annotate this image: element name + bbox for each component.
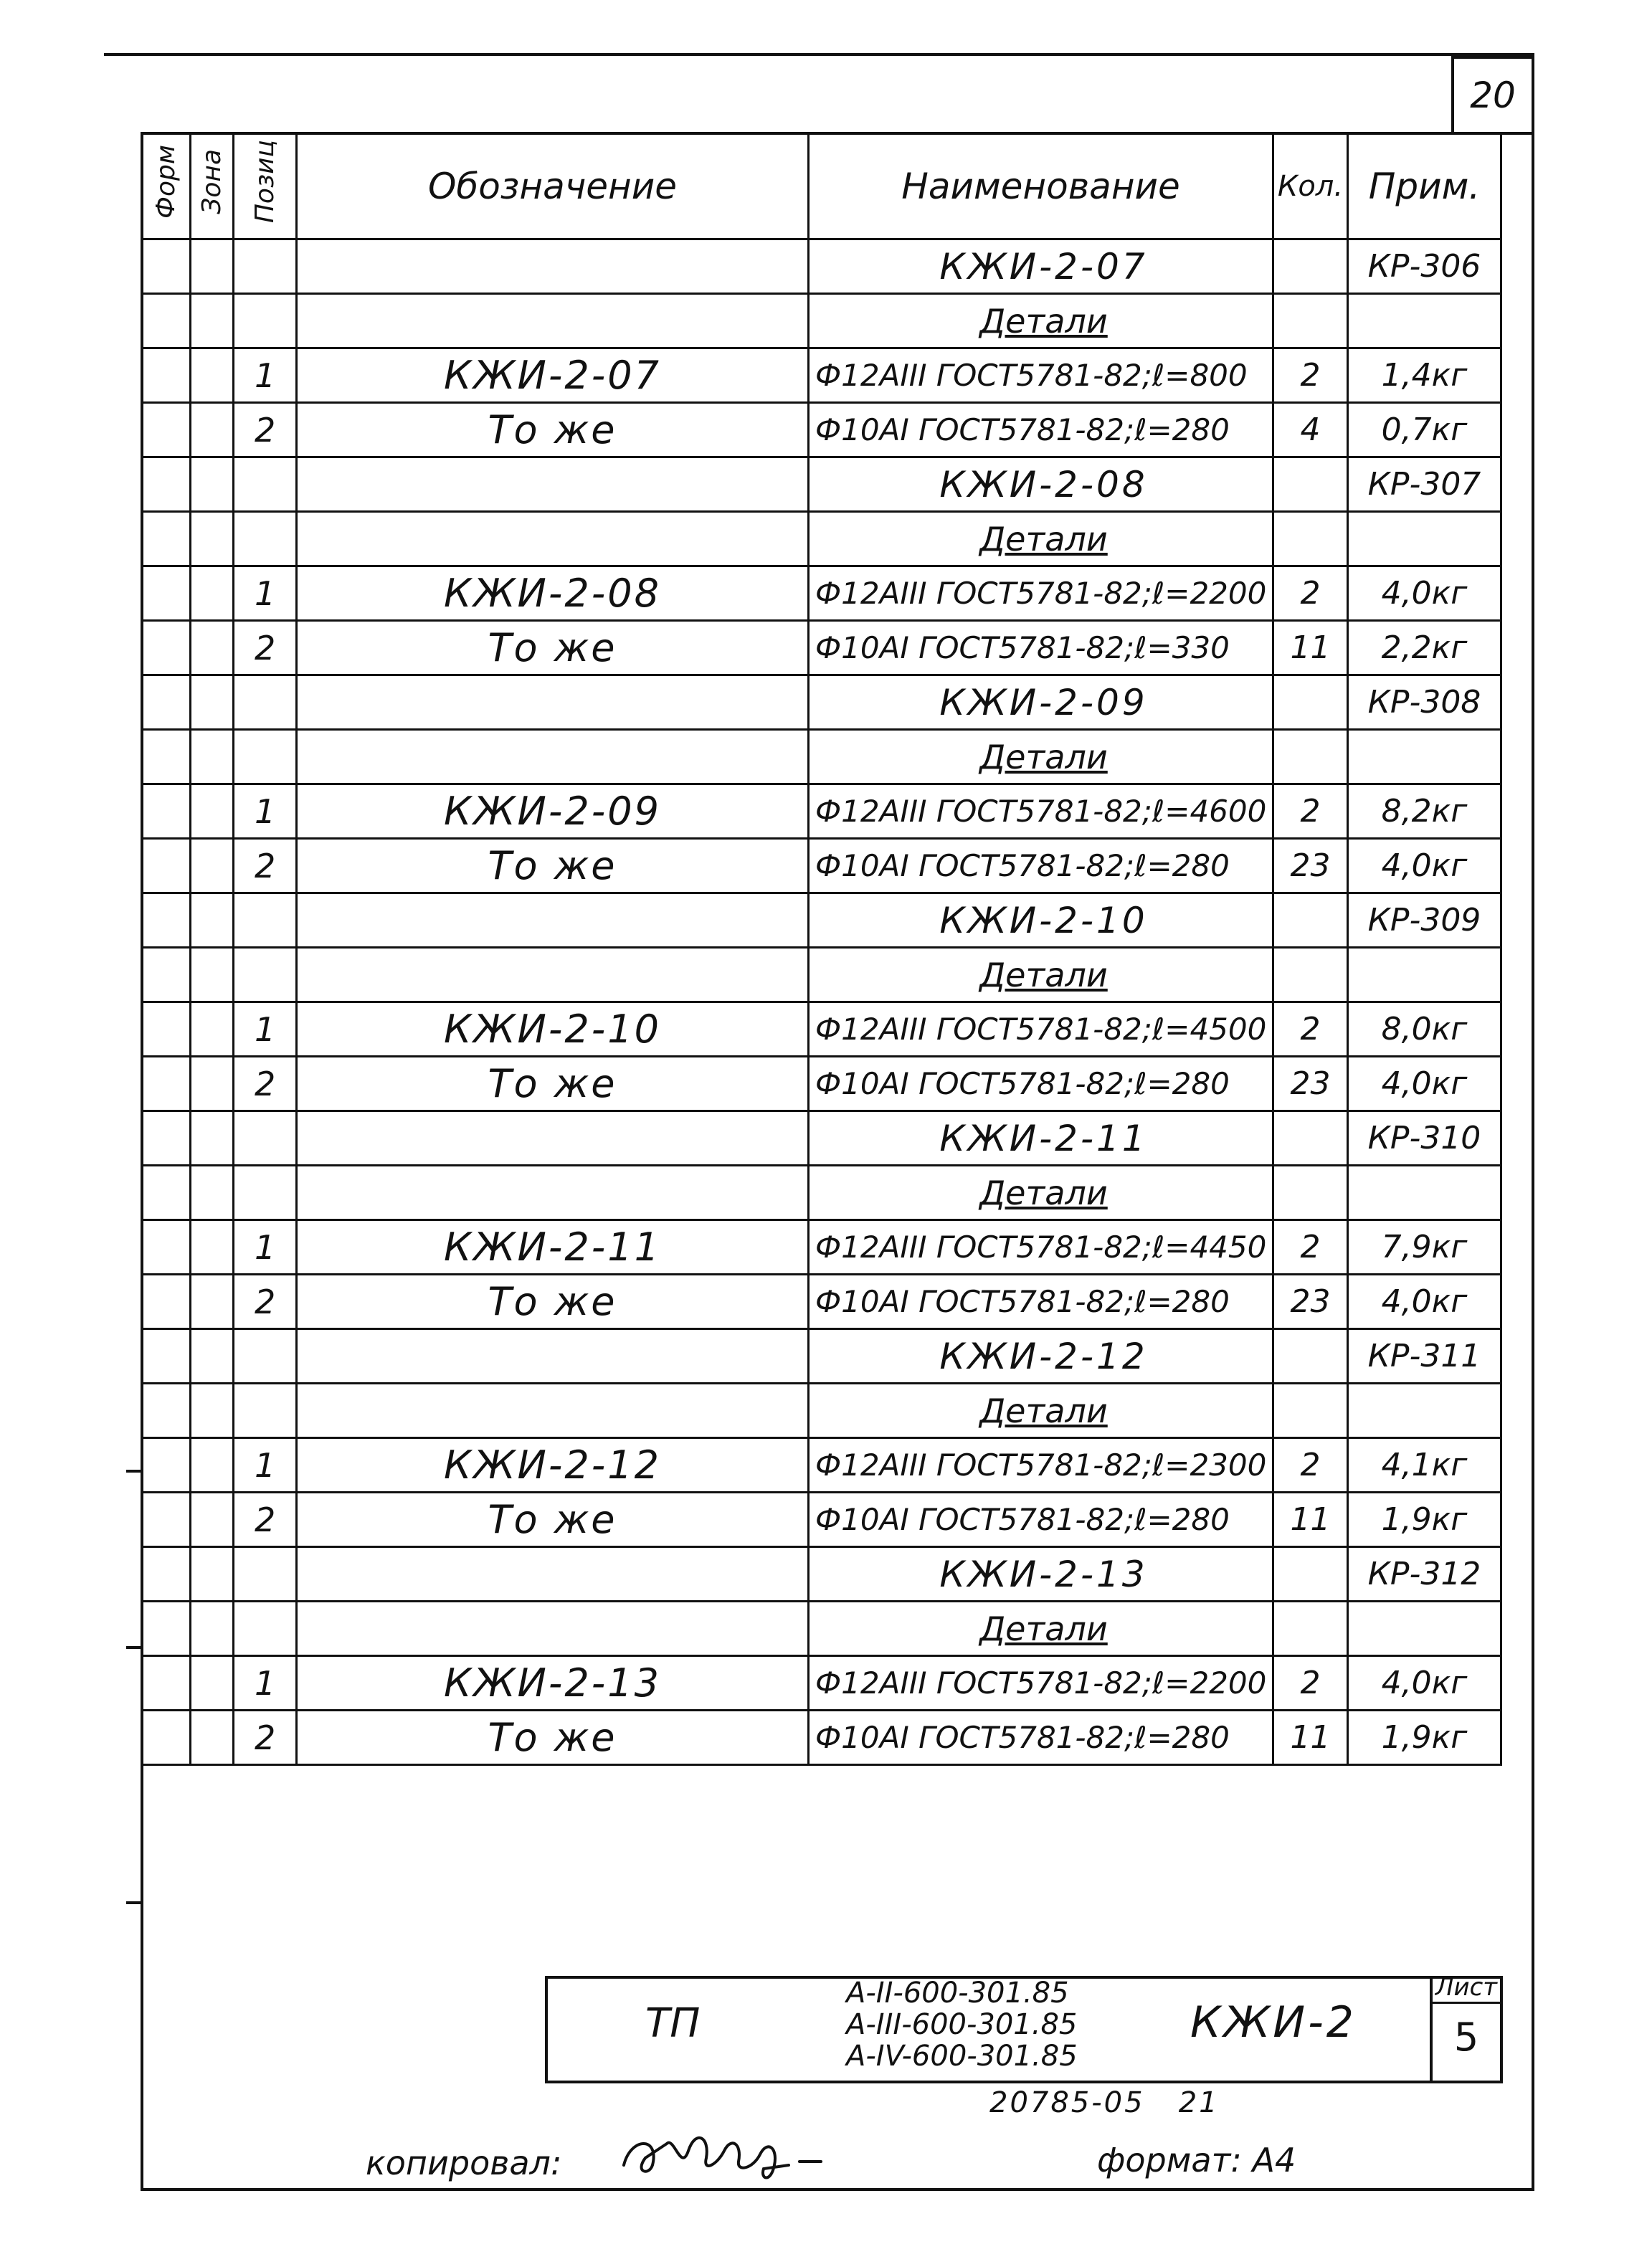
zone-cell	[191, 621, 234, 675]
zone-cell	[191, 1547, 234, 1602]
position-cell: 1	[234, 1002, 297, 1057]
table-row	[142, 1220, 1501, 1275]
header-qty: Кол.	[1273, 133, 1348, 239]
table-row	[142, 1111, 1501, 1166]
zone-cell	[191, 1329, 234, 1384]
position-cell: 1	[234, 566, 297, 621]
name-cell: КЖИ-2-11	[809, 1111, 1273, 1166]
designation-cell	[297, 1547, 809, 1602]
note-cell: 4,0кг	[1348, 1275, 1501, 1329]
name-cell: КЖИ-2-13	[809, 1547, 1273, 1602]
format-cell	[142, 1002, 191, 1057]
table-row	[142, 512, 1501, 566]
format-cell	[142, 1711, 191, 1765]
designation-cell	[297, 512, 809, 566]
format-cell	[142, 675, 191, 730]
header-position: Позиц	[234, 133, 297, 239]
zone-cell	[191, 948, 234, 1002]
table-header-row	[142, 133, 1501, 239]
name-cell: Ф12АIII ГОСТ5781-82;ℓ=2200	[809, 566, 1273, 621]
zone-cell	[191, 1275, 234, 1329]
position-cell	[234, 1384, 297, 1438]
table-row	[142, 784, 1501, 839]
qty-cell	[1273, 1166, 1348, 1220]
designation-cell: КЖИ-2-10	[297, 1002, 809, 1057]
zone-cell	[191, 1711, 234, 1765]
note-cell: 4,0кг	[1348, 839, 1501, 893]
format-cell	[142, 403, 191, 457]
zone-cell	[191, 1493, 234, 1547]
header-format: Форм	[142, 133, 191, 239]
copied-by-label: копировал:	[366, 2144, 562, 2182]
position-cell: 1	[234, 348, 297, 403]
name-cell: КЖИ-2-08	[809, 457, 1273, 512]
format-cell	[142, 566, 191, 621]
name-cell: Ф10АI ГОСТ5781-82;ℓ=280	[809, 1275, 1273, 1329]
name-cell: Ф12АIII ГОСТ5781-82;ℓ=800	[809, 348, 1273, 403]
position-cell	[234, 1547, 297, 1602]
qty-cell: 2	[1273, 1002, 1348, 1057]
designation-cell: То же	[297, 1493, 809, 1547]
qty-cell: 2	[1273, 1438, 1348, 1493]
format-cell	[142, 1111, 191, 1166]
position-cell	[234, 294, 297, 348]
qty-cell	[1273, 948, 1348, 1002]
designation-cell	[297, 948, 809, 1002]
note-cell	[1348, 1384, 1501, 1438]
designation-cell: То же	[297, 1711, 809, 1765]
designation-cell	[297, 457, 809, 512]
qty-cell: 23	[1273, 1057, 1348, 1111]
position-cell	[234, 1166, 297, 1220]
position-cell	[234, 457, 297, 512]
designation-cell	[297, 294, 809, 348]
title-block-codes	[846, 1977, 1078, 2072]
format-cell	[142, 784, 191, 839]
table-row	[142, 839, 1501, 893]
note-cell	[1348, 1166, 1501, 1220]
position-cell: 2	[234, 1057, 297, 1111]
note-cell: 7,9кг	[1348, 1220, 1501, 1275]
qty-cell	[1273, 893, 1348, 948]
project-code: А-II-600-301.85	[846, 1977, 1069, 2010]
zone-cell	[191, 403, 234, 457]
qty-cell: 23	[1273, 1275, 1348, 1329]
note-cell: КР-311	[1348, 1329, 1501, 1384]
table-row	[142, 730, 1501, 784]
position-cell	[234, 675, 297, 730]
designation-cell: То же	[297, 1057, 809, 1111]
table-row	[142, 239, 1501, 294]
zone-cell	[191, 294, 234, 348]
name-cell: Ф12АIII ГОСТ5781-82;ℓ=2300	[809, 1438, 1273, 1493]
note-cell: 1,9кг	[1348, 1493, 1501, 1547]
header-note: Прим.	[1348, 133, 1501, 239]
format-cell	[142, 730, 191, 784]
note-cell	[1348, 512, 1501, 566]
title-block-mark: КЖИ-2	[1190, 1997, 1357, 2048]
qty-cell: 2	[1273, 348, 1348, 403]
zone-cell	[191, 839, 234, 893]
top-border-line	[104, 53, 1534, 56]
sheet-label: Лист	[1431, 1973, 1501, 2004]
designation-cell	[297, 1329, 809, 1384]
position-cell: 2	[234, 403, 297, 457]
table-row	[142, 1602, 1501, 1656]
table-row	[142, 1275, 1501, 1329]
table-row	[142, 294, 1501, 348]
table-row	[142, 1711, 1501, 1765]
format-label: формат: А4	[1097, 2141, 1296, 2179]
position-cell: 2	[234, 839, 297, 893]
header-designation: Обозначение	[297, 133, 809, 239]
name-cell: Детали	[809, 1384, 1273, 1438]
qty-cell	[1273, 512, 1348, 566]
format-cell	[142, 621, 191, 675]
note-cell: КР-312	[1348, 1547, 1501, 1602]
name-cell: Детали	[809, 730, 1273, 784]
format-cell	[142, 1166, 191, 1220]
note-cell	[1348, 294, 1501, 348]
note-cell: КР-307	[1348, 457, 1501, 512]
name-cell: Ф12АIII ГОСТ5781-82;ℓ=2200	[809, 1656, 1273, 1711]
designation-cell	[297, 1111, 809, 1166]
qty-cell: 4	[1273, 403, 1348, 457]
format-cell	[142, 348, 191, 403]
note-cell: КР-306	[1348, 239, 1501, 294]
format-cell	[142, 1275, 191, 1329]
name-cell: Ф10АI ГОСТ5781-82;ℓ=280	[809, 1493, 1273, 1547]
sheet-page-number: 5	[1453, 2015, 1479, 2060]
designation-cell	[297, 893, 809, 948]
document-id: 20785-05 21	[989, 2086, 1220, 2119]
qty-cell	[1273, 457, 1348, 512]
qty-cell	[1273, 294, 1348, 348]
fold-mark	[126, 1646, 142, 1649]
format-cell	[142, 1547, 191, 1602]
table-row	[142, 457, 1501, 512]
fold-mark	[126, 1901, 142, 1904]
note-cell: 1,9кг	[1348, 1711, 1501, 1765]
note-cell	[1348, 1602, 1501, 1656]
fold-mark	[126, 1470, 142, 1473]
format-cell	[142, 294, 191, 348]
position-cell	[234, 1329, 297, 1384]
zone-cell	[191, 1438, 234, 1493]
position-cell: 1	[234, 1438, 297, 1493]
position-cell: 1	[234, 784, 297, 839]
name-cell: Детали	[809, 294, 1273, 348]
designation-cell: То же	[297, 403, 809, 457]
zone-cell	[191, 1057, 234, 1111]
zone-cell	[191, 784, 234, 839]
name-cell: Ф12АIII ГОСТ5781-82;ℓ=4600	[809, 784, 1273, 839]
project-code: А-IV-600-301.85	[846, 2040, 1078, 2073]
note-cell: 4,0кг	[1348, 1057, 1501, 1111]
designation-cell: То же	[297, 621, 809, 675]
table-row	[142, 893, 1501, 948]
position-cell: 2	[234, 1711, 297, 1765]
note-cell	[1348, 730, 1501, 784]
project-code: А-III-600-301.85	[846, 2008, 1078, 2041]
table-row	[142, 1493, 1501, 1547]
zone-cell	[191, 893, 234, 948]
position-cell	[234, 1111, 297, 1166]
designation-cell: КЖИ-2-12	[297, 1438, 809, 1493]
name-cell: Ф10АI ГОСТ5781-82;ℓ=280	[809, 403, 1273, 457]
format-cell	[142, 1329, 191, 1384]
designation-cell	[297, 675, 809, 730]
zone-cell	[191, 1384, 234, 1438]
zone-cell	[191, 1656, 234, 1711]
note-cell: 1,4кг	[1348, 348, 1501, 403]
note-cell: КР-309	[1348, 893, 1501, 948]
title-block-tp: ТП	[645, 2000, 701, 2047]
table-row	[142, 621, 1501, 675]
zone-cell	[191, 512, 234, 566]
position-cell	[234, 730, 297, 784]
format-cell	[142, 948, 191, 1002]
name-cell: Детали	[809, 1602, 1273, 1656]
name-cell: КЖИ-2-07	[809, 239, 1273, 294]
note-cell: КР-308	[1348, 675, 1501, 730]
name-cell: Ф12АIII ГОСТ5781-82;ℓ=4450	[809, 1220, 1273, 1275]
position-cell	[234, 948, 297, 1002]
format-cell	[142, 1220, 191, 1275]
table-row	[142, 1002, 1501, 1057]
note-cell: 0,7кг	[1348, 403, 1501, 457]
qty-cell: 2	[1273, 1656, 1348, 1711]
format-cell	[142, 1057, 191, 1111]
zone-cell	[191, 566, 234, 621]
position-cell	[234, 893, 297, 948]
qty-cell	[1273, 239, 1348, 294]
format-cell	[142, 1438, 191, 1493]
qty-cell: 2	[1273, 1220, 1348, 1275]
zone-cell	[191, 730, 234, 784]
name-cell: Ф12АIII ГОСТ5781-82;ℓ=4500	[809, 1002, 1273, 1057]
note-cell	[1348, 948, 1501, 1002]
format-cell	[142, 1493, 191, 1547]
format-cell	[142, 1602, 191, 1656]
table-row	[142, 403, 1501, 457]
name-cell: Ф10АI ГОСТ5781-82;ℓ=280	[809, 1057, 1273, 1111]
qty-cell: 2	[1273, 784, 1348, 839]
position-cell: 1	[234, 1656, 297, 1711]
designation-cell: КЖИ-2-13	[297, 1656, 809, 1711]
designation-cell: То же	[297, 839, 809, 893]
zone-cell	[191, 1602, 234, 1656]
signature-image	[617, 2122, 846, 2187]
format-cell	[142, 893, 191, 948]
designation-cell	[297, 1602, 809, 1656]
note-cell: 8,0кг	[1348, 1002, 1501, 1057]
table-row	[142, 348, 1501, 403]
name-cell: КЖИ-2-10	[809, 893, 1273, 948]
qty-cell: 11	[1273, 1493, 1348, 1547]
table-row	[142, 1656, 1501, 1711]
table-row	[142, 948, 1501, 1002]
qty-cell	[1273, 1329, 1348, 1384]
note-cell: 4,1кг	[1348, 1438, 1501, 1493]
table-row	[142, 1057, 1501, 1111]
zone-cell	[191, 1111, 234, 1166]
designation-cell: КЖИ-2-09	[297, 784, 809, 839]
note-cell: 2,2кг	[1348, 621, 1501, 675]
qty-cell	[1273, 1602, 1348, 1656]
position-cell: 2	[234, 1275, 297, 1329]
name-cell: КЖИ-2-12	[809, 1329, 1273, 1384]
designation-cell	[297, 239, 809, 294]
qty-cell	[1273, 675, 1348, 730]
zone-cell	[191, 1166, 234, 1220]
qty-cell	[1273, 730, 1348, 784]
designation-cell	[297, 730, 809, 784]
qty-cell	[1273, 1384, 1348, 1438]
position-cell	[234, 1602, 297, 1656]
qty-cell	[1273, 1547, 1348, 1602]
zone-cell	[191, 1220, 234, 1275]
position-cell: 2	[234, 1493, 297, 1547]
position-cell: 2	[234, 621, 297, 675]
format-cell	[142, 457, 191, 512]
table-row	[142, 1384, 1501, 1438]
name-cell: Детали	[809, 1166, 1273, 1220]
format-cell	[142, 839, 191, 893]
position-cell	[234, 512, 297, 566]
header-name: Наименование	[809, 133, 1273, 239]
table-row	[142, 566, 1501, 621]
designation-cell: То же	[297, 1275, 809, 1329]
zone-cell	[191, 675, 234, 730]
qty-cell	[1273, 1111, 1348, 1166]
zone-cell	[191, 348, 234, 403]
name-cell: КЖИ-2-09	[809, 675, 1273, 730]
zone-cell	[191, 239, 234, 294]
name-cell: Ф10АI ГОСТ5781-82;ℓ=330	[809, 621, 1273, 675]
qty-cell: 11	[1273, 621, 1348, 675]
table-row	[142, 1547, 1501, 1602]
name-cell: Ф10АI ГОСТ5781-82;ℓ=280	[809, 839, 1273, 893]
note-cell: КР-310	[1348, 1111, 1501, 1166]
format-cell	[142, 239, 191, 294]
designation-cell	[297, 1166, 809, 1220]
qty-cell: 2	[1273, 566, 1348, 621]
specification-table	[141, 132, 1502, 1766]
table-row	[142, 1438, 1501, 1493]
qty-cell: 11	[1273, 1711, 1348, 1765]
table-row	[142, 1329, 1501, 1384]
designation-cell	[297, 1384, 809, 1438]
designation-cell: КЖИ-2-08	[297, 566, 809, 621]
sheet-number: 20	[1451, 56, 1534, 132]
note-cell: 4,0кг	[1348, 566, 1501, 621]
designation-cell: КЖИ-2-11	[297, 1220, 809, 1275]
designation-cell: КЖИ-2-07	[297, 348, 809, 403]
name-cell: Ф10АI ГОСТ5781-82;ℓ=280	[809, 1711, 1273, 1765]
table-row	[142, 1166, 1501, 1220]
zone-cell	[191, 1002, 234, 1057]
format-cell	[142, 1384, 191, 1438]
name-cell: Детали	[809, 512, 1273, 566]
qty-cell: 23	[1273, 839, 1348, 893]
zone-cell	[191, 457, 234, 512]
note-cell: 8,2кг	[1348, 784, 1501, 839]
position-cell	[234, 239, 297, 294]
name-cell: Детали	[809, 948, 1273, 1002]
format-cell	[142, 1656, 191, 1711]
position-cell: 1	[234, 1220, 297, 1275]
header-zone: Зона	[191, 133, 234, 239]
table-row	[142, 675, 1501, 730]
note-cell: 4,0кг	[1348, 1656, 1501, 1711]
format-cell	[142, 512, 191, 566]
